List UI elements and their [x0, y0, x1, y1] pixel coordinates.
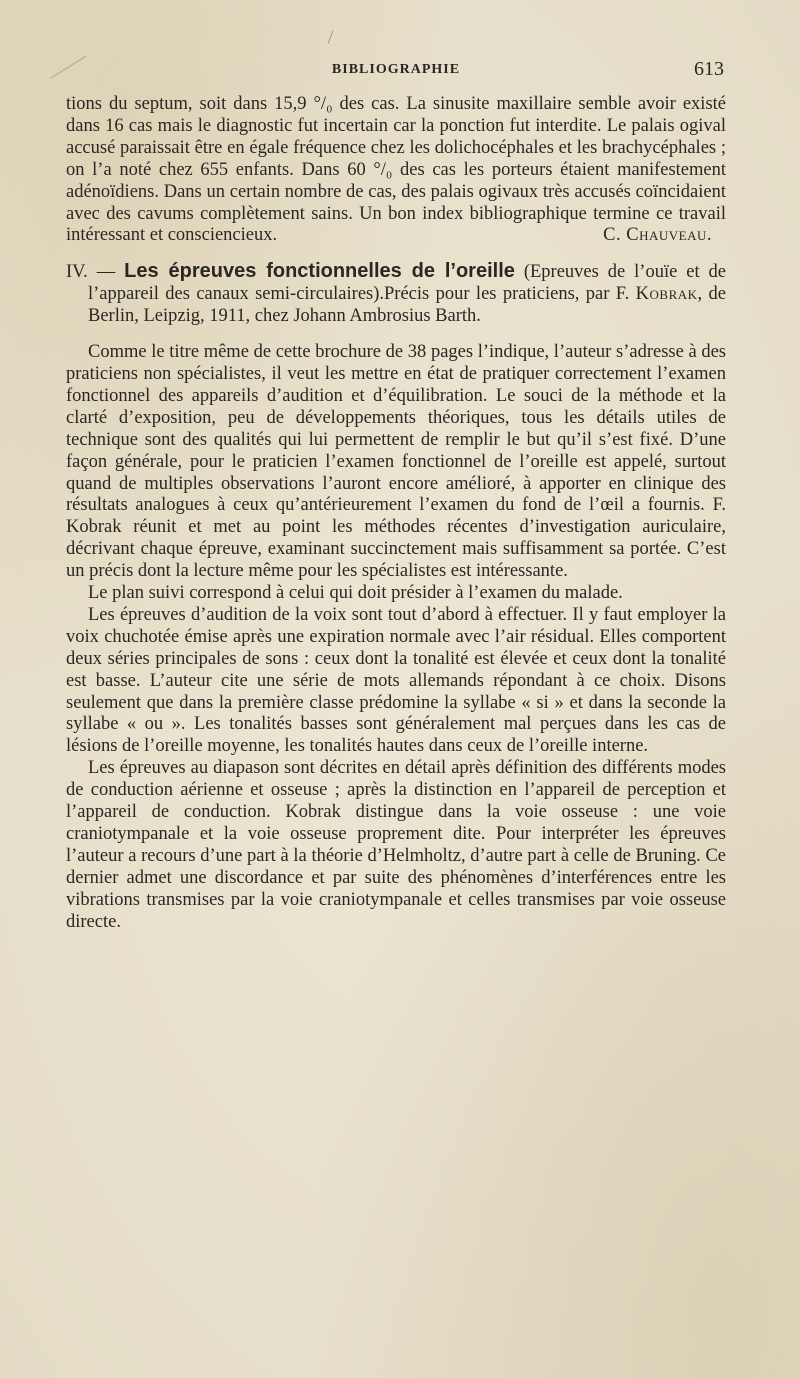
article-number: IV. —: [66, 262, 116, 283]
article-heading: [66, 261, 726, 328]
article-subtitle-part2: , de Berlin, Leipzig, 1911, chez Johann Ambrosius Barth.: [88, 284, 727, 327]
pencil-tick-mark: [328, 30, 334, 43]
page-number: 613: [694, 58, 724, 80]
previous-review-text: tions du septum, soit dans 15,9 °/₀ des cas. La sinusite maxillaire semble avoir existé dans 16 cas mais le diagnostic fut incertain car la ponction fut interdite. Le palais ogival accusé paraissait être en égale fréquence chez les dolichocéphales et les brachycéphales ; on l’a noté chez 655 enfants. Dans 60 °/₀ des cas les porteurs étaient manifestement adénoïdiens. Dans un certain nombre de cas, des palais ogivaux très accusés coïncidaient avec des cavums complètement sains. Un bon index bibliographique termine ce travail intéressant et consciencieux.: [66, 94, 726, 246]
article-paragraph: Les épreuves au diapason sont décrites en détail après définition des différents modes de conduction aérienne et osseuse ; après la distinction en l’appareil de perception et l’appareil de conduction. Kobrak distingue dans la voie osseuse : une voie craniotympanale et la voie osseuse proprement dite. Pour interpréter les épreuves l’auteur a recours d’une part à la théorie d’Helmholtz, d’autre part à celle de Bruning. Ce dernier admet une discordance et par suite des phénomènes d’interférences entre les vibrations transmises par la voie craniotympanale et celles transmises par voie osseuse directe.: [66, 758, 726, 932]
article-author: Kobrak: [635, 284, 698, 305]
article-title: Les épreuves fonctionnelles de l’oreille: [124, 260, 515, 283]
page-body: [66, 94, 726, 934]
article-paragraph: Comme le titre même de cette brochure de 38 pages l’indique, l’auteur s’adresse à des praticiens non spécialistes, il veut les mettre en état de pratiquer correctement l’examen fonctionnel des appareils d’audition et d’équilibration. Le souci de la méthode et la clarté d’exposition, peu de développements théoriques, tous les détails utiles de technique sont des qualités qui lui permettent de remplir le but qu’il s’est fixé. D’une façon générale, pour le praticien l’examen fonctionnel de l’oreille est appelé, surtout quand de multiples observations l’auront encore amélioré, à apporter en clinique des résultats analogues à ceux qu’antérieurement l’examen du fond de l’œil a fournis. F. Kobrak réunit et met au point les méthodes récentes d’investigation auriculaire, décrivant chaque épreuve, examinant succinctement mais suffisamment sa portée. C’est un précis dont la lecture même pour les spécialistes est intéressante.: [66, 342, 726, 582]
running-head: BIBLIOGRAPHIE: [331, 62, 461, 77]
article-paragraph: Les épreuves d’audition de la voix sont tout d’abord à effectuer. Il y faut employer la voix chuchotée émise après une expiration normale avec l’air résidual. Elles comportent deux séries principales de sons : ceux dont la tonalité est élevée et ceux dont la tonalité est basse. L’auteur cite une série de mots allemands répondant à ce choix. Disons seulement que dans la première classe prédomine la syllabe « si » et dans la seconde la syllabe « ou ». Les tonalités basses sont généralement mal perçues dans les cas de lésions de l’oreille moyenne, les tonalités hautes dans ceux de l’oreille interne.: [66, 604, 726, 757]
article-paragraph: Le plan suivi correspond à celui qui doit présider à l’examen du malade.: [88, 583, 623, 604]
article-subtitle-part1: (Epreuves de l’ouïe et de l’appareil des canaux semi-circulaires).Précis pour les praticiens, par F.: [88, 262, 727, 305]
signature-name: C. Chauveau.: [603, 225, 712, 246]
page-header: [66, 58, 726, 84]
